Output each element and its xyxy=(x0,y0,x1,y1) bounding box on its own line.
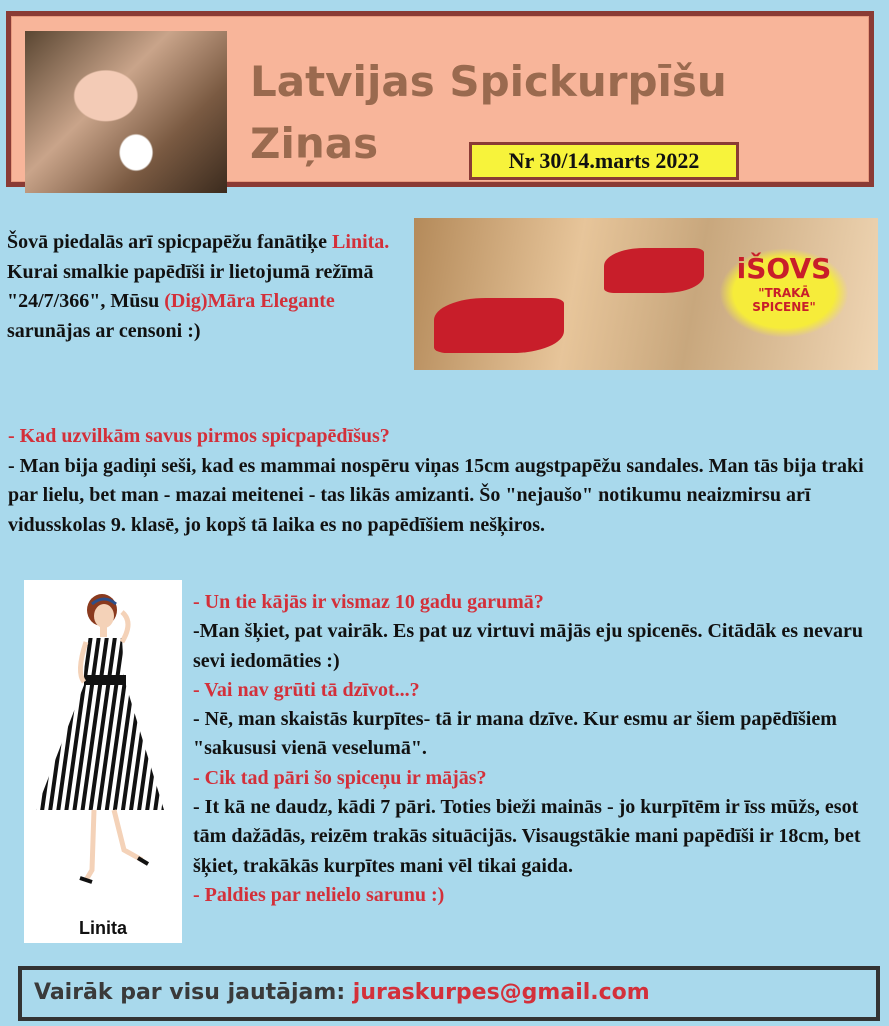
issue-badge xyxy=(469,142,739,180)
issue-label: Nr 30/14.marts 2022 xyxy=(472,145,736,177)
question: - Un tie kājās ir vismaz 10 gadu garumā? xyxy=(193,591,544,613)
answer: - Nē, man skaistās kurpītes- tā ir mana dzīve. Kur esmu ar šiem papēdīšiem "sakususi vienā veselumā". xyxy=(193,708,837,760)
closing-line: - Paldies par nelielo sarunu :) xyxy=(193,883,445,906)
intro-participant-name: Linita. xyxy=(332,231,390,253)
show-logo-subtitle-2: SPICENE" xyxy=(752,300,816,314)
title-line-1: Latvijas Spickurpīšu xyxy=(250,57,727,106)
show-logo-name: iŠOVS xyxy=(736,252,832,285)
question: - Kad uzvilkām savus pirmos spicpapēdīšus? xyxy=(8,425,390,447)
header-banner xyxy=(6,11,874,187)
intro-text-3: sarunājas ar censoni :) xyxy=(7,319,201,342)
show-logo-subtitle-1: "TRAKĀ xyxy=(758,286,810,300)
intro-text-1: Šovā piedalās arī spicpapēžu fanātiķe xyxy=(7,231,333,253)
interview-part-1 xyxy=(8,422,878,540)
answer: -Man šķiet, pat vairāk. Es pat uz virtuvi mājās eju spicenēs. Citādāk es nevaru sevi iedomāties :) xyxy=(193,620,864,672)
figure-caption: Linita xyxy=(79,918,127,938)
linita-illustration xyxy=(24,580,182,943)
answer: - Man bija gadiņi seši, kad es mammai nospēru viņas 15cm augstpapēžu sandales. Man tās bija traki par lielu, bet man - mazai meitenei - tas likās amizanti. Šo "nejaušo" notikumu neaizmirsu arī vidusskolas 9. klasē, jo kopš tā laika es no papēdīšiem nešķiros. xyxy=(8,454,864,536)
show-logo xyxy=(719,248,849,338)
footer-panel xyxy=(22,970,876,1017)
intro-interviewer-name: (Dig)Māra Elegante xyxy=(164,290,335,312)
question: - Vai nav grūti tā dzīvot...? xyxy=(193,678,420,701)
show-banner-photo xyxy=(414,218,878,370)
intro-paragraph xyxy=(7,228,392,346)
footer-banner xyxy=(18,966,880,1021)
woman-figure-icon xyxy=(24,580,182,910)
answer: - It kā ne daudz, kādi 7 pāri. Toties bieži mainās - jo kurpītēm ir īss mūžs, esot tām dažādās, reizēm trakās situācijās. Visaugstākie mani papēdīši ir 18cm, bet šķiet, trakākās kurpītes mani vēl tikai gaida. xyxy=(193,796,861,877)
red-shoe-image xyxy=(434,298,564,353)
stiletto-photo xyxy=(25,31,227,193)
question: - Cik tad pāri šo spiceņu ir mājās? xyxy=(193,766,487,789)
red-shoe-image xyxy=(604,248,704,293)
title-line-2: Ziņas xyxy=(250,119,379,168)
contact-email-link[interactable]: juraskurpes@gmail.com xyxy=(352,980,650,1005)
intro-text-2: Kurai smalkie papēdīši ir lietojumā režīmā "24/7/366", Mūsu xyxy=(7,260,374,312)
footer-text: Vairāk par visu jautājam: xyxy=(34,980,353,1005)
interview-part-2 xyxy=(193,588,878,910)
